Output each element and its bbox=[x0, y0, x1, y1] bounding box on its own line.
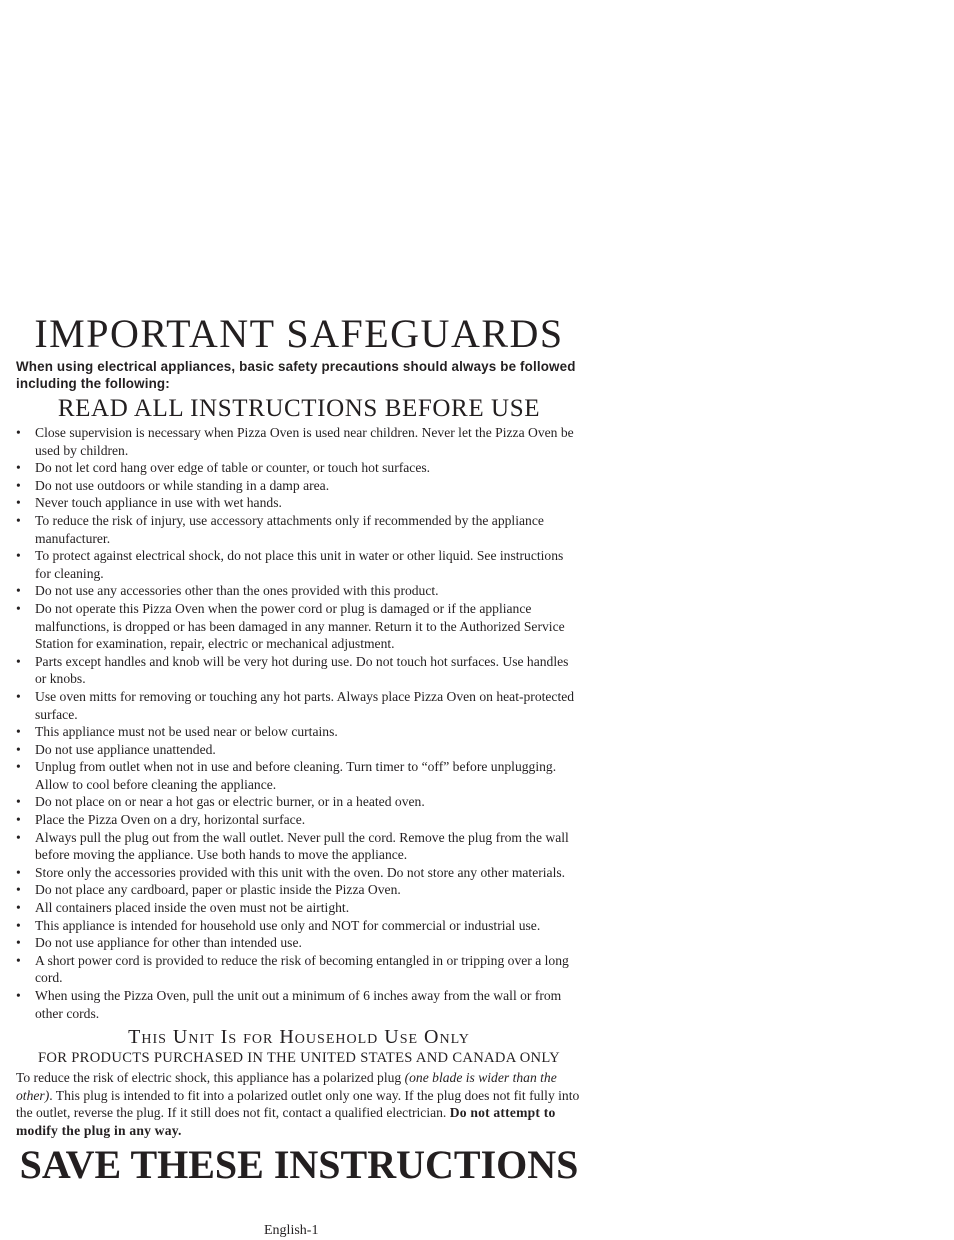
safeguard-item bbox=[16, 793, 582, 811]
safeguard-item bbox=[16, 688, 582, 723]
safeguard-list bbox=[16, 424, 582, 1022]
bullet-icon: • bbox=[16, 548, 21, 564]
safeguard-text: This appliance is intended for household use only and NOT for commercial or industrial use. bbox=[35, 917, 541, 933]
safeguard-text: To protect against electrical shock, do not place this unit in water or other liquid. See instructions for cleaning. bbox=[35, 548, 564, 581]
bullet-icon: • bbox=[16, 460, 21, 476]
safeguard-text: Do not use appliance for other than intended use. bbox=[35, 935, 302, 951]
safeguard-text: Place the Pizza Oven on a dry, horizontal surface. bbox=[35, 812, 306, 828]
safeguard-text: Unplug from outlet when not in use and before cleaning. Turn timer to “off” before unplugging. Allow to cool before cleaning the appliance. bbox=[35, 759, 557, 792]
bullet-icon: • bbox=[16, 653, 21, 669]
polarized-text-after: . This plug is intended to fit into a polarized outlet only one way. If the plug does not fit fully into the outlet, reverse the plug. If it still does not fit, contact a qualified electrician. bbox=[16, 1087, 580, 1121]
safeguard-item bbox=[16, 934, 582, 952]
safeguard-text: Close supervision is necessary when Pizza Oven is used near children. Never let the Pizza Oven be used by children. bbox=[35, 425, 574, 458]
safeguard-item bbox=[16, 864, 582, 882]
safeguard-item bbox=[16, 758, 582, 793]
safeguard-text: To reduce the risk of injury, use accessory attachments only if recommended by the appliance manufacturer. bbox=[35, 512, 544, 546]
polarized-warning-bold: Do not attempt to modify the plug in any way. bbox=[16, 1105, 556, 1138]
safeguard-item bbox=[16, 653, 582, 688]
bullet-icon: • bbox=[16, 583, 21, 599]
safeguard-text: All containers placed inside the oven must not be airtight. bbox=[35, 900, 350, 916]
bullet-icon: • bbox=[16, 495, 21, 511]
safeguard-text: When using the Pizza Oven, pull the unit out a minimum of 6 inches away from the wall or from other cords. bbox=[35, 988, 562, 1021]
bullet-icon: • bbox=[16, 425, 21, 440]
page-title: IMPORTANT SAFEGUARDS bbox=[34, 311, 564, 356]
safeguard-text: Parts except handles and knob will be very hot during use. Do not touch hot surfaces. Use handles or knobs. bbox=[35, 653, 569, 687]
safeguard-item bbox=[16, 723, 582, 741]
bullet-icon: • bbox=[16, 477, 21, 493]
intro-text: When using electrical appliances, basic safety precautions should always be followed including the following: bbox=[16, 359, 576, 391]
safeguard-text: Use oven mitts for removing or touching any hot parts. Always place Pizza Oven on heat-protected surface. bbox=[35, 688, 575, 722]
page-footer: English-1 bbox=[264, 1223, 319, 1238]
safeguard-text: Do not use appliance unattended. bbox=[35, 741, 216, 757]
safeguard-text: Always pull the plug out from the wall outlet. Never pull the cord. Remove the plug from the wall before moving the appliance. Use both hands to move the appliance. bbox=[35, 829, 569, 863]
bullet-icon: • bbox=[16, 900, 21, 916]
safeguard-text: Do not use outdoors or while standing in a damp area. bbox=[35, 477, 330, 493]
bullet-icon: • bbox=[16, 917, 21, 933]
safeguard-text: This appliance must not be used near or below curtains. bbox=[35, 724, 338, 740]
read-instructions-heading: READ ALL INSTRUCTIONS BEFORE USE bbox=[57, 395, 541, 422]
save-instructions-title: SAVE THESE INSTRUCTIONS bbox=[19, 1141, 579, 1187]
safeguard-text: A short power cord is provided to reduce the risk of becoming entangled in or tripping over a long cord. bbox=[35, 952, 569, 986]
safeguard-item bbox=[16, 459, 582, 477]
safeguard-item bbox=[16, 477, 582, 495]
safeguard-text: Do not place any cardboard, paper or plastic inside the Pizza Oven. bbox=[35, 882, 401, 898]
safeguard-item bbox=[16, 829, 582, 864]
safeguard-text: Do not let cord hang over edge of table or counter, or touch hot surfaces. bbox=[35, 460, 431, 476]
safeguard-text: Store only the accessories provided with this unit with the oven. Do not store any other materials. bbox=[35, 864, 566, 880]
safeguard-item bbox=[16, 811, 582, 829]
products-region-heading: FOR PRODUCTS PURCHASED IN THE UNITED STATES AND CANADA ONLY bbox=[38, 1050, 560, 1067]
safeguard-item bbox=[16, 600, 582, 653]
safeguard-text: Never touch appliance in use with wet hands. bbox=[35, 495, 282, 511]
bullet-icon: • bbox=[16, 952, 21, 968]
safeguard-item bbox=[16, 424, 582, 459]
polarized-plug-notice bbox=[16, 1069, 582, 1139]
safeguard-text: Do not use any accessories other than the ones provided with this product. bbox=[35, 583, 439, 599]
safeguards-page bbox=[16, 310, 582, 1187]
bullet-icon: • bbox=[16, 724, 21, 740]
bullet-icon: • bbox=[16, 512, 21, 528]
safeguard-text: Do not operate this Pizza Oven when the power cord or plug is damaged or if the appliance malfunctions, is dropped or has been damaged in any manner. Return it to the Authorized Service Station for examination, repair, electric or mechanical adjustment. bbox=[35, 600, 565, 652]
household-use-heading: This Unit Is for Household Use Only bbox=[128, 1026, 470, 1049]
bullet-icon: • bbox=[16, 794, 21, 810]
safeguard-item bbox=[16, 987, 582, 1022]
bullet-icon: • bbox=[16, 812, 21, 828]
bullet-icon: • bbox=[16, 935, 21, 951]
bullet-icon: • bbox=[16, 741, 21, 757]
bullet-icon: • bbox=[16, 688, 21, 704]
bullet-icon: • bbox=[16, 864, 21, 880]
safeguard-item bbox=[16, 881, 582, 899]
bullet-icon: • bbox=[16, 829, 21, 845]
safeguard-item bbox=[16, 494, 582, 512]
safeguard-item bbox=[16, 741, 582, 759]
safeguard-item bbox=[16, 547, 582, 582]
safeguard-item bbox=[16, 917, 582, 935]
safeguard-item bbox=[16, 899, 582, 917]
bullet-icon: • bbox=[16, 882, 21, 898]
safeguard-item bbox=[16, 582, 582, 600]
polarized-text-italic: (one blade is wider than the other) bbox=[16, 1070, 557, 1103]
safeguard-item bbox=[16, 512, 582, 547]
safeguard-text: Do not place on or near a hot gas or electric burner, or in a heated oven. bbox=[35, 794, 425, 810]
bullet-icon: • bbox=[16, 600, 21, 616]
bullet-icon: • bbox=[16, 988, 21, 1003]
bullet-icon: • bbox=[16, 759, 21, 775]
safeguard-item bbox=[16, 952, 582, 987]
polarized-text-before: To reduce the risk of electric shock, this appliance has a polarized plug bbox=[16, 1070, 405, 1086]
